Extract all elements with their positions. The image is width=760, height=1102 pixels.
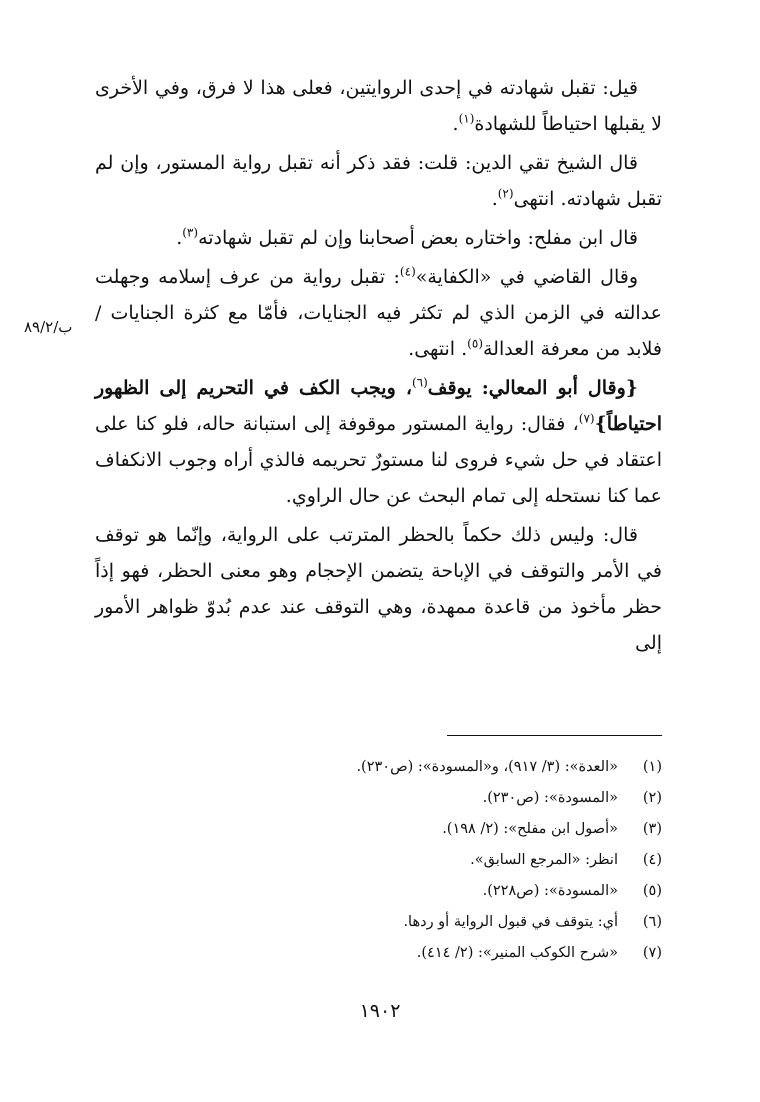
margin-folio-note: ب/٨٩/٢	[24, 318, 73, 336]
paragraph: وقال القاضي في «الكفاية»$^{(٤)}$: تقبل رواية من عرف إسلامه وجهلت عدالته في الزمن الذي لم تكثر فيه الجنايات، فأمّا مع كثرة الجنايات / فلابد من معرفة العدالة$^{(٥)}$. انتهى.	[95, 264, 662, 360]
paragraph: {وقال أبو المعالي: يوقف$^{(٦)}$، ويجب الكف في التحريم إلى الظهور احتياطاً}$^{(٧)}$، فقال: رواية المستور موقوفة إلى استبانة حاله، فلو كنا على اعتقاد في حل شيء فروى لنا مستورٌ تحريمه فالذي أراه وجوب الانكفاف عما كنا نستحله إلى تمام البحث عن حال الراوي.	[95, 375, 662, 507]
footnote: (١) «العدة»: (٣/ ٩١٧)، و«المسودة»: (ص٢٣٠).	[356, 759, 662, 775]
footnote-ref[interactable]: (٣)	[182, 225, 199, 240]
paragraph: قال: وليس ذلك حكماً بالحظر المترتب على الرواية، وإنّما هو توقف في الأمر والتوقف في الإباحة يتضمن الإحجام وهو معنى الحظر، فهو إذاً حظر مأخوذ من قاعدة ممهدة، وهي التوقف عند عدم بُدوّ ظواهر الأمور إلى	[95, 524, 662, 654]
page-number: ١٩٠٢	[359, 1000, 401, 1022]
footnote-divider	[447, 735, 662, 736]
footnote-ref[interactable]: (١)	[458, 111, 475, 126]
footnote-ref[interactable]: (٢)	[497, 186, 514, 201]
footnotes	[95, 752, 662, 969]
footnote: (٢) «المسودة»: (ص٢٣٠).	[482, 790, 662, 806]
footnote-ref[interactable]: (٤)	[399, 264, 416, 279]
footnote-ref[interactable]: (٦)	[411, 375, 428, 390]
main-text	[95, 70, 662, 664]
paragraph: قال ابن مفلح: واختاره بعض أصحابنا وإن لم تقبل شهادته$^{(٣)}$.	[176, 225, 638, 249]
footnote-ref[interactable]: (٧)	[578, 411, 595, 426]
paragraph: قيل: تقبل شهادته في إحدى الروايتين، فعلى هذا لا فرق، وفي الأخرى لا يقبلها احتياطاً للشهادة$^{(١)}$.	[95, 77, 662, 135]
footnote: (٣) «أصول ابن مفلح»: (٢/ ١٩٨).	[442, 821, 662, 837]
footnote: (٦) أي: يتوقف في قبول الرواية أو ردها.	[403, 914, 662, 930]
footnote: (٤) انظر: «المرجع السابق».	[470, 852, 662, 868]
footnote: (٥) «المسودة»: (ص٢٢٨).	[482, 883, 662, 899]
footnote: (٧) «شرح الكوكب المنير»: (٢/ ٤١٤).	[416, 945, 662, 961]
footnote-ref[interactable]: (٥)	[467, 336, 483, 351]
paragraph: قال الشيخ تقي الدين: قلت: فقد ذكر أنه تقبل رواية المستور، وإن لم تقبل شهادته. انتهى$^{(٢)}$.	[95, 152, 662, 210]
